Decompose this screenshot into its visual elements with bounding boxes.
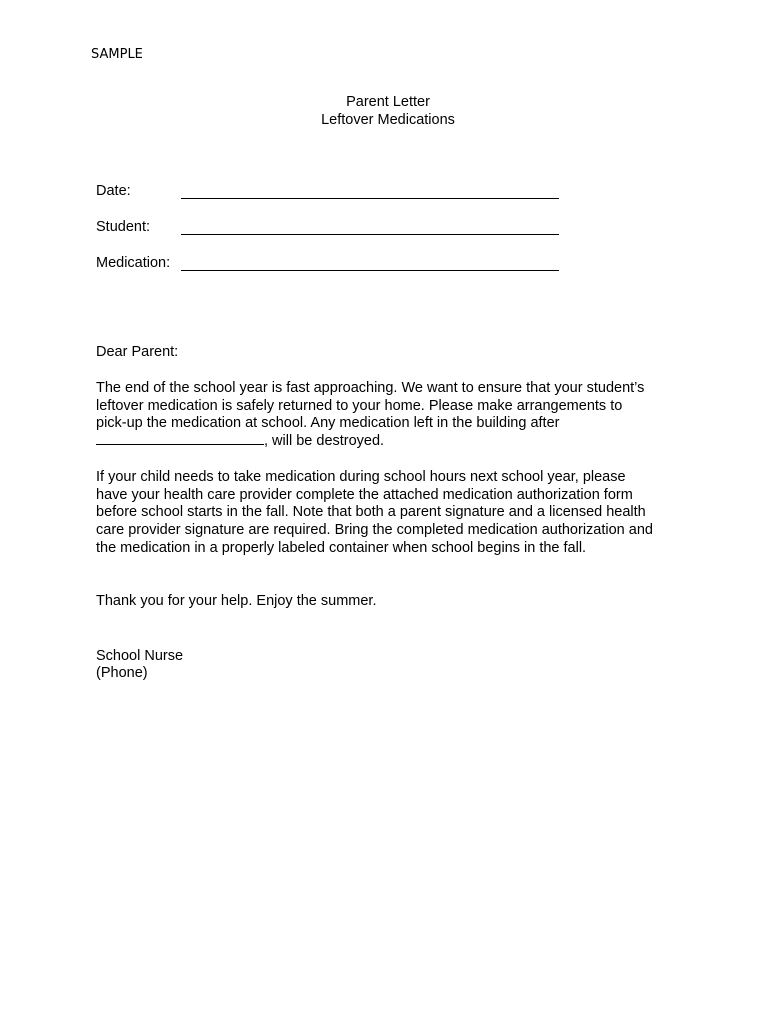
paragraph-line: The end of the school year is fast approaching. We want to ensure that your student’s: [96, 380, 645, 396]
signature-name: School Nurse: [96, 648, 184, 664]
signature-phone: (Phone): [96, 665, 148, 681]
medication-label: Medication:: [96, 255, 171, 271]
student-label: Student:: [96, 219, 151, 235]
paragraph-line: have your health care provider complete the attached medication authorization form: [96, 487, 633, 503]
paragraph-line-text: , will be destroyed.: [264, 433, 385, 449]
deadline-blank-line: [96, 432, 264, 445]
salutation: Dear Parent:: [96, 344, 179, 360]
date-label: Date:: [96, 183, 131, 199]
medication-field-line: [181, 270, 559, 271]
letter-title: Parent Letter: [346, 94, 430, 110]
date-field-line: [181, 198, 559, 199]
paragraph-line: leftover medication is safely returned to your home. Please make arrangements to: [96, 398, 623, 414]
closing-line: Thank you for your help. Enjoy the summer.: [96, 593, 377, 609]
paragraph-line: before school starts in the fall. Note that both a parent signature and a licensed health: [96, 504, 646, 520]
letter-title-block: [0, 93, 770, 129]
paragraph-line: pick-up the medication at school. Any medication left in the building after: [96, 415, 560, 431]
paragraph-line: the medication in a properly labeled container when school begins in the fall.: [96, 540, 587, 556]
paragraph-line: [96, 432, 384, 450]
paragraph-line: care provider signature are required. Bring the completed medication authorization and: [96, 522, 653, 538]
sample-label: SAMPLE: [91, 47, 143, 62]
student-field-line: [181, 234, 559, 235]
paragraph-line: If your child needs to take medication during school hours next school year, please: [96, 469, 626, 485]
letter-subtitle: Leftover Medications: [321, 112, 455, 128]
